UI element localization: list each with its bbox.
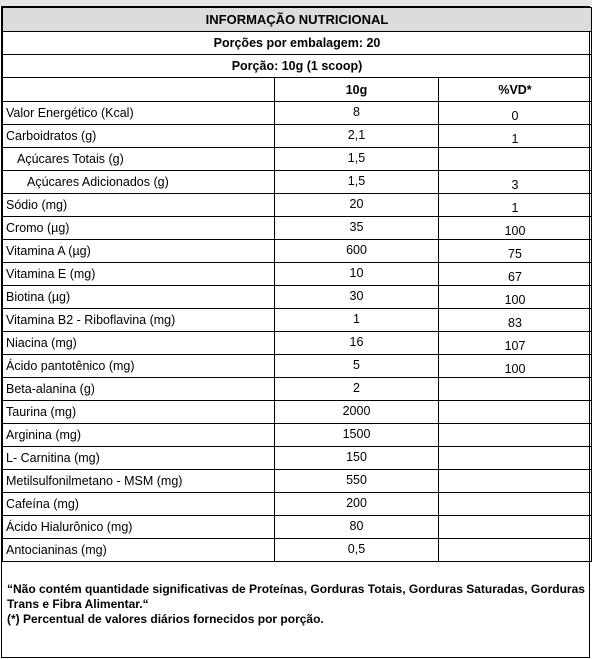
nutrient-amount: 2 — [275, 378, 439, 401]
table-row — [3, 378, 592, 401]
table-row — [3, 539, 592, 562]
table-row — [3, 286, 592, 309]
nutrient-dv: 107 — [439, 332, 592, 355]
nutrient-name: Antocianinas (mg) — [3, 539, 275, 562]
nutrient-name: Beta-alanina (g) — [3, 378, 275, 401]
nutrient-dv — [439, 378, 592, 401]
nutrient-name: Vitamina A (µg) — [3, 240, 275, 263]
nutrient-amount: 30 — [275, 286, 439, 309]
nutrient-amount: 10 — [275, 263, 439, 286]
table-row — [3, 171, 592, 194]
nutrient-name: Vitamina B2 - Riboflavina (mg) — [3, 309, 275, 332]
nutrient-dv — [439, 516, 592, 539]
table-row — [3, 332, 592, 355]
nutrient-name: Valor Energético (Kcal) — [3, 102, 275, 125]
nutrient-name: Biotina (µg) — [3, 286, 275, 309]
table-row — [3, 148, 592, 171]
nutrient-amount: 5 — [275, 355, 439, 378]
column-header-empty — [3, 78, 275, 102]
table-row — [3, 194, 592, 217]
nutrient-dv — [439, 424, 592, 447]
nutrient-name: Açúcares Totais (g) — [3, 148, 275, 171]
nutrition-label — [1, 6, 590, 658]
nutrient-name: Metilsulfonilmetano - MSM (mg) — [3, 470, 275, 493]
nutrient-dv — [439, 539, 592, 562]
table-row — [3, 240, 592, 263]
nutrient-amount: 80 — [275, 516, 439, 539]
nutrient-amount: 35 — [275, 217, 439, 240]
nutrient-amount: 20 — [275, 194, 439, 217]
table-row — [3, 516, 592, 539]
nutrient-name: Cafeína (mg) — [3, 493, 275, 516]
table-row — [3, 447, 592, 470]
table-row — [3, 470, 592, 493]
table-row — [3, 309, 592, 332]
nutrient-name: Açúcares Adicionados (g) — [3, 171, 275, 194]
column-header-row — [3, 78, 592, 102]
nutrient-dv: 67 — [439, 263, 592, 286]
nutrient-name: Arginina (mg) — [3, 424, 275, 447]
nutrient-dv: 1 — [439, 194, 592, 217]
nutrient-amount: 1,5 — [275, 148, 439, 171]
nutrient-name: Carboidratos (g) — [3, 125, 275, 148]
nutrient-dv — [439, 148, 592, 171]
serving-row — [3, 55, 592, 78]
servings-row — [3, 32, 592, 55]
nutrient-dv: 100 — [439, 355, 592, 378]
nutrient-amount: 16 — [275, 332, 439, 355]
nutrient-name: Ácido pantotênico (mg) — [3, 355, 275, 378]
nutrient-dv — [439, 401, 592, 424]
nutrient-dv: 1 — [439, 125, 592, 148]
nutrient-amount: 1500 — [275, 424, 439, 447]
nutrient-amount: 550 — [275, 470, 439, 493]
nutrient-name: Cromo (µg) — [3, 217, 275, 240]
table-row — [3, 424, 592, 447]
nutrient-dv: 100 — [439, 286, 592, 309]
nutrient-amount: 2000 — [275, 401, 439, 424]
title-row — [3, 8, 592, 32]
table-row — [3, 263, 592, 286]
table-title: INFORMAÇÃO NUTRICIONAL — [3, 8, 592, 32]
nutrient-dv: 83 — [439, 309, 592, 332]
nutrient-amount: 200 — [275, 493, 439, 516]
nutrient-amount: 600 — [275, 240, 439, 263]
column-header-dv: %VD* — [439, 78, 592, 102]
nutrient-name: Sódio (mg) — [3, 194, 275, 217]
nutrient-dv: 100 — [439, 217, 592, 240]
nutrient-dv — [439, 493, 592, 516]
table-row — [3, 493, 592, 516]
nutrient-amount: 8 — [275, 102, 439, 125]
servings-per-package: Porções por embalagem: 20 — [3, 32, 592, 55]
nutrient-name: Ácido Hialurônico (mg) — [3, 516, 275, 539]
nutrient-dv — [439, 447, 592, 470]
nutrient-name: Niacina (mg) — [3, 332, 275, 355]
nutrient-dv: 0 — [439, 102, 592, 125]
table-row — [3, 102, 592, 125]
table-row — [3, 125, 592, 148]
column-header-amount: 10g — [275, 78, 439, 102]
nutrient-dv: 75 — [439, 240, 592, 263]
footer-note: “Não contém quantidade significativas de Proteínas, Gorduras Totais, Gorduras Saturadas, Gorduras Trans e Fibra Alimentar.“ — [7, 582, 585, 611]
nutrient-amount: 2,1 — [275, 125, 439, 148]
nutrient-name: L- Carnitina (mg) — [3, 447, 275, 470]
footer-notes — [7, 582, 585, 627]
serving-size: Porção: 10g (1 scoop) — [3, 55, 592, 78]
footer-dv-note: (*) Percentual de valores diários fornecidos por porção. — [7, 612, 324, 626]
table-row — [3, 401, 592, 424]
nutrient-amount: 1 — [275, 309, 439, 332]
nutrient-dv: 3 — [439, 171, 592, 194]
nutrient-name: Taurina (mg) — [3, 401, 275, 424]
nutrient-amount: 0,5 — [275, 539, 439, 562]
table-row — [3, 217, 592, 240]
nutrient-name: Vitamina E (mg) — [3, 263, 275, 286]
table-row — [3, 355, 592, 378]
nutrient-amount: 150 — [275, 447, 439, 470]
nutrient-amount: 1,5 — [275, 171, 439, 194]
nutrient-dv — [439, 470, 592, 493]
nutrition-table — [2, 7, 592, 562]
